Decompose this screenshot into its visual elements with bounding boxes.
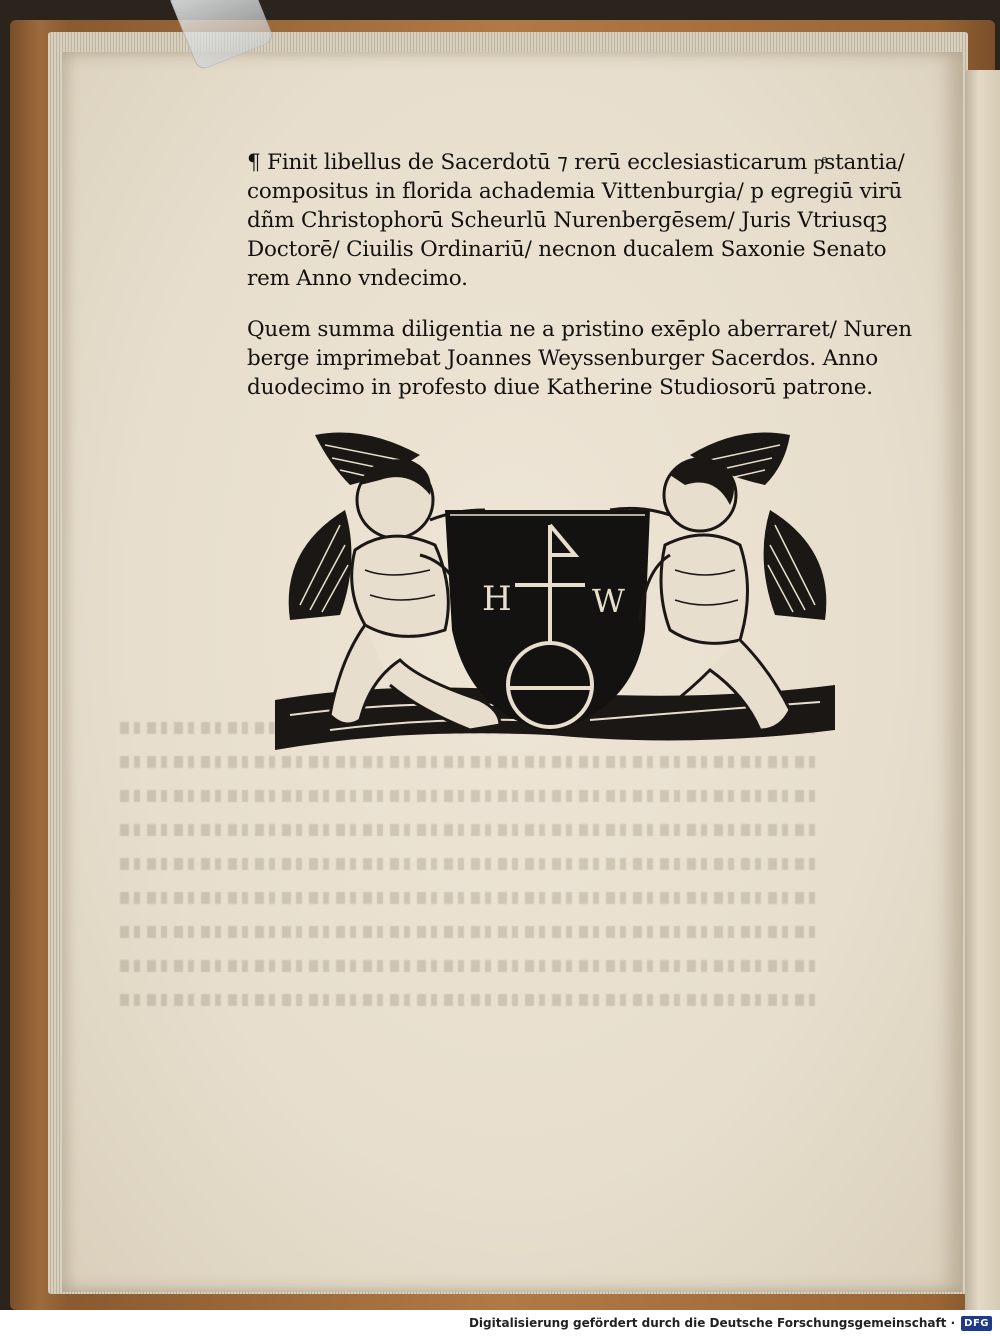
text-line: ¶ Finit libellus de Sacerdotū ⁊ rerū ecclesiasticarum pͤstantia/ (247, 150, 905, 175)
text-line: duodecimo in profesto diue Katherine Studiosorū patrone. (247, 375, 873, 400)
text-line: Quem summa diligentia ne a pristino exēplo aberraret/ Nuren (247, 317, 912, 342)
colophon-paragraph-2 (247, 315, 912, 402)
dfg-logo: DFG (961, 1316, 992, 1331)
credit-text: Digitalisierung gefördert durch die Deutsche Forschungsgemeinschaft · (468, 1316, 956, 1330)
shield-letter-h: H (482, 579, 512, 619)
text-line: dñm Christophorū Scheurlū Nurenbergēsem/ Juris Vtriusqꝫ (247, 208, 887, 233)
shield-letter-w: W (592, 582, 625, 620)
printers-mark-woodcut (270, 430, 840, 760)
digitization-credit-bar (0, 1310, 1000, 1336)
text-line: Doctorē/ Ciuilis Ordinariū/ necnon ducalem Saxonie Senato (247, 237, 887, 262)
text-line: compositus in florida achademia Vittenburgia/ p egregiū virū (247, 179, 903, 204)
facing-page-edge (965, 70, 1000, 1310)
text-line: rem Anno vndecimo. (247, 266, 468, 291)
colophon-paragraph-1 (247, 148, 905, 293)
text-line: berge imprimebat Joannes Weyssenburger Sacerdos. Anno (247, 346, 878, 371)
